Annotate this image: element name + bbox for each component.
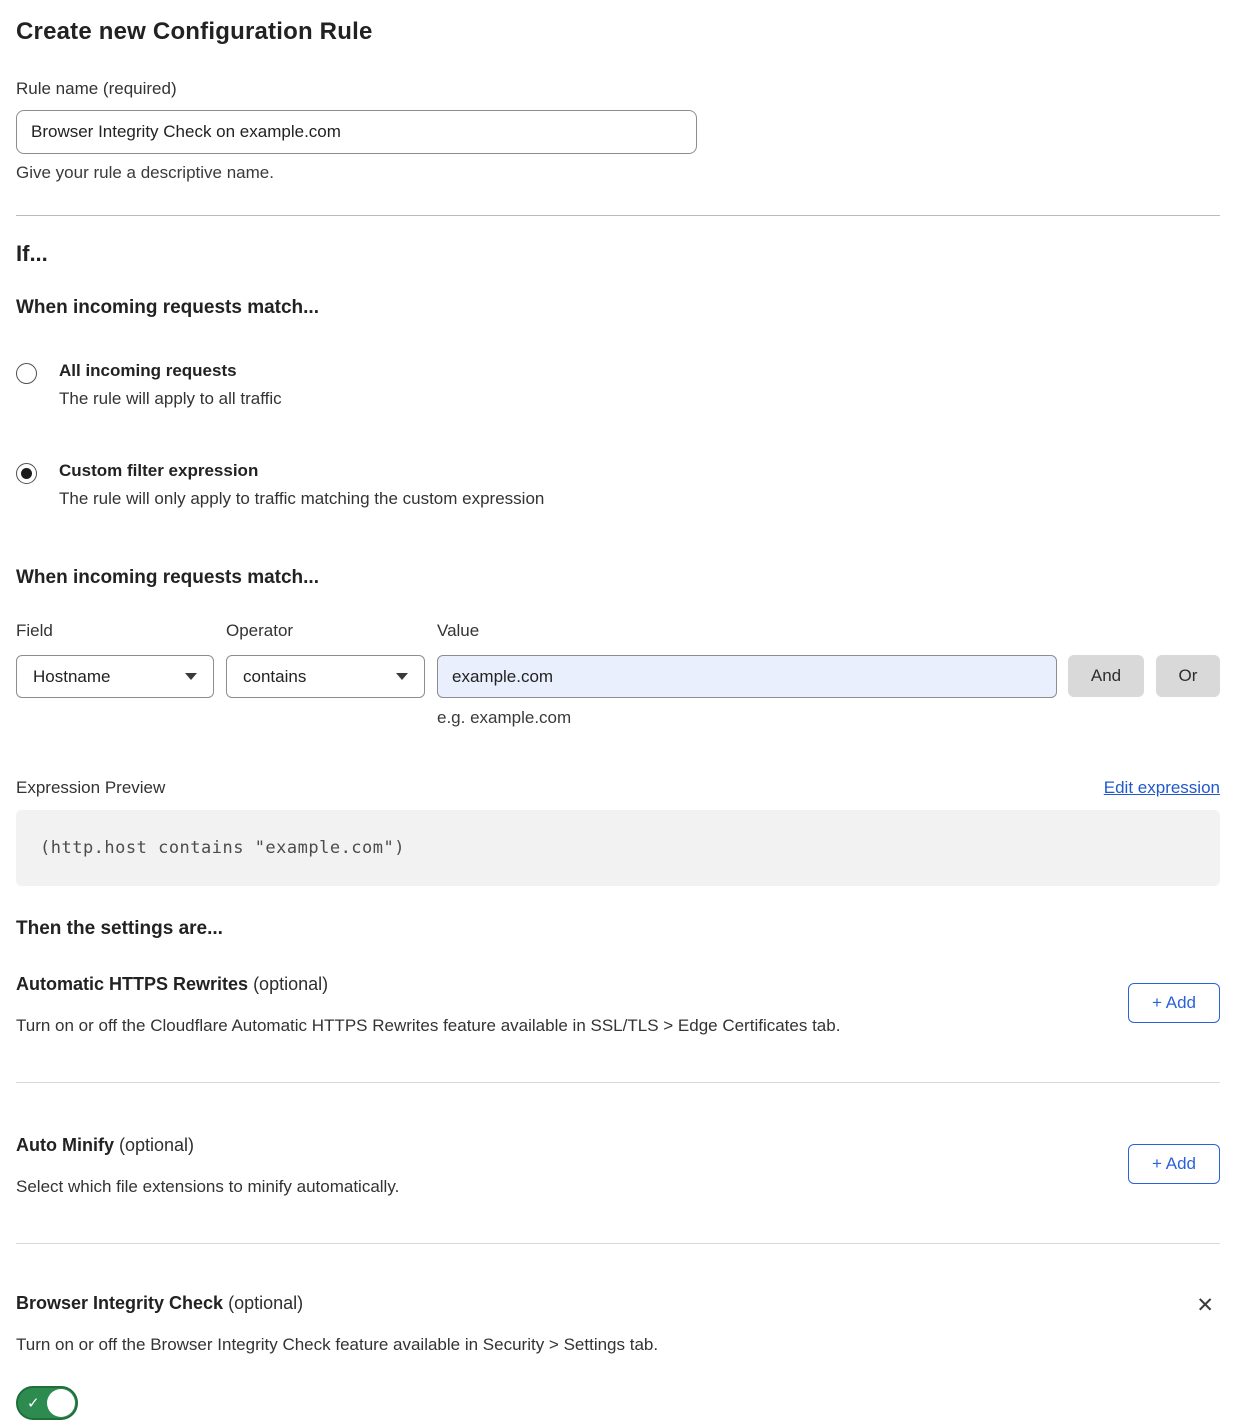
rule-name-label: Rule name (required)	[16, 79, 177, 98]
radio-option-all-requests[interactable]	[16, 361, 1220, 409]
field-select-value: Hostname	[33, 666, 111, 686]
operator-column-label: Operator	[226, 621, 294, 640]
setting-browser-integrity-check	[16, 1293, 1220, 1425]
chevron-down-icon	[396, 673, 408, 680]
radio-option-description: The rule will apply to all traffic	[59, 389, 282, 408]
section-divider	[16, 215, 1220, 216]
add-auto-minify-button[interactable]: + Add	[1128, 1144, 1220, 1184]
check-icon: ✓	[27, 1395, 40, 1412]
setting-automatic-https-rewrites	[16, 974, 1220, 1036]
setting-description: Turn on or off the Cloudflare Automatic HTTPS Rewrites feature available in SSL/TLS > Edge Certificates tab.	[16, 1016, 841, 1035]
setting-description: Select which file extensions to minify automatically.	[16, 1177, 400, 1196]
expression-builder-row	[16, 655, 1220, 728]
radio-option-custom-filter[interactable]	[16, 461, 1220, 509]
rule-name-input[interactable]	[16, 110, 697, 154]
or-button[interactable]: Or	[1156, 655, 1220, 697]
match-subheading: When incoming requests match...	[16, 297, 319, 318]
radio-option-description: The rule will only apply to traffic matching the custom expression	[59, 489, 545, 508]
close-icon[interactable]: ✕	[1190, 1293, 1220, 1318]
then-heading: Then the settings are...	[16, 918, 223, 939]
setting-title: Browser Integrity Check (optional)	[16, 1293, 304, 1313]
setting-title: Auto Minify (optional)	[16, 1135, 195, 1155]
radio-unselected-icon[interactable]	[16, 363, 37, 384]
expression-preview-label: Expression Preview	[16, 778, 166, 797]
value-input[interactable]	[437, 655, 1057, 698]
field-select[interactable]	[16, 655, 214, 698]
add-automatic-https-rewrites-button[interactable]: + Add	[1128, 983, 1220, 1023]
setting-divider	[16, 1243, 1220, 1244]
browser-integrity-check-toggle[interactable]	[16, 1386, 78, 1420]
edit-expression-link[interactable]: Edit expression	[1103, 778, 1220, 797]
builder-column-labels	[16, 621, 1220, 641]
field-column-label: Field	[16, 621, 53, 640]
setting-divider	[16, 1082, 1220, 1083]
expression-code: (http.host contains "example.com")	[40, 838, 405, 858]
toggle-knob	[47, 1389, 75, 1417]
if-heading: If...	[16, 241, 48, 266]
radio-option-label: Custom filter expression	[59, 461, 259, 480]
chevron-down-icon	[185, 673, 197, 680]
radio-option-label: All incoming requests	[59, 361, 237, 380]
expression-preview-block	[16, 810, 1220, 886]
operator-select-value: contains	[243, 666, 307, 686]
operator-select[interactable]	[226, 655, 425, 698]
builder-subheading: When incoming requests match...	[16, 567, 319, 588]
and-button[interactable]: And	[1068, 655, 1144, 697]
setting-title: Automatic HTTPS Rewrites (optional)	[16, 974, 329, 994]
value-helper: e.g. example.com	[437, 708, 572, 727]
radio-selected-icon[interactable]	[16, 463, 37, 484]
value-column-label: Value	[437, 621, 480, 640]
page-title: Create new Configuration Rule	[16, 18, 373, 45]
setting-auto-minify	[16, 1135, 1220, 1197]
rule-name-helper: Give your rule a descriptive name.	[16, 163, 274, 182]
setting-description: Turn on or off the Browser Integrity Check feature available in Security > Settings tab.	[16, 1335, 659, 1354]
